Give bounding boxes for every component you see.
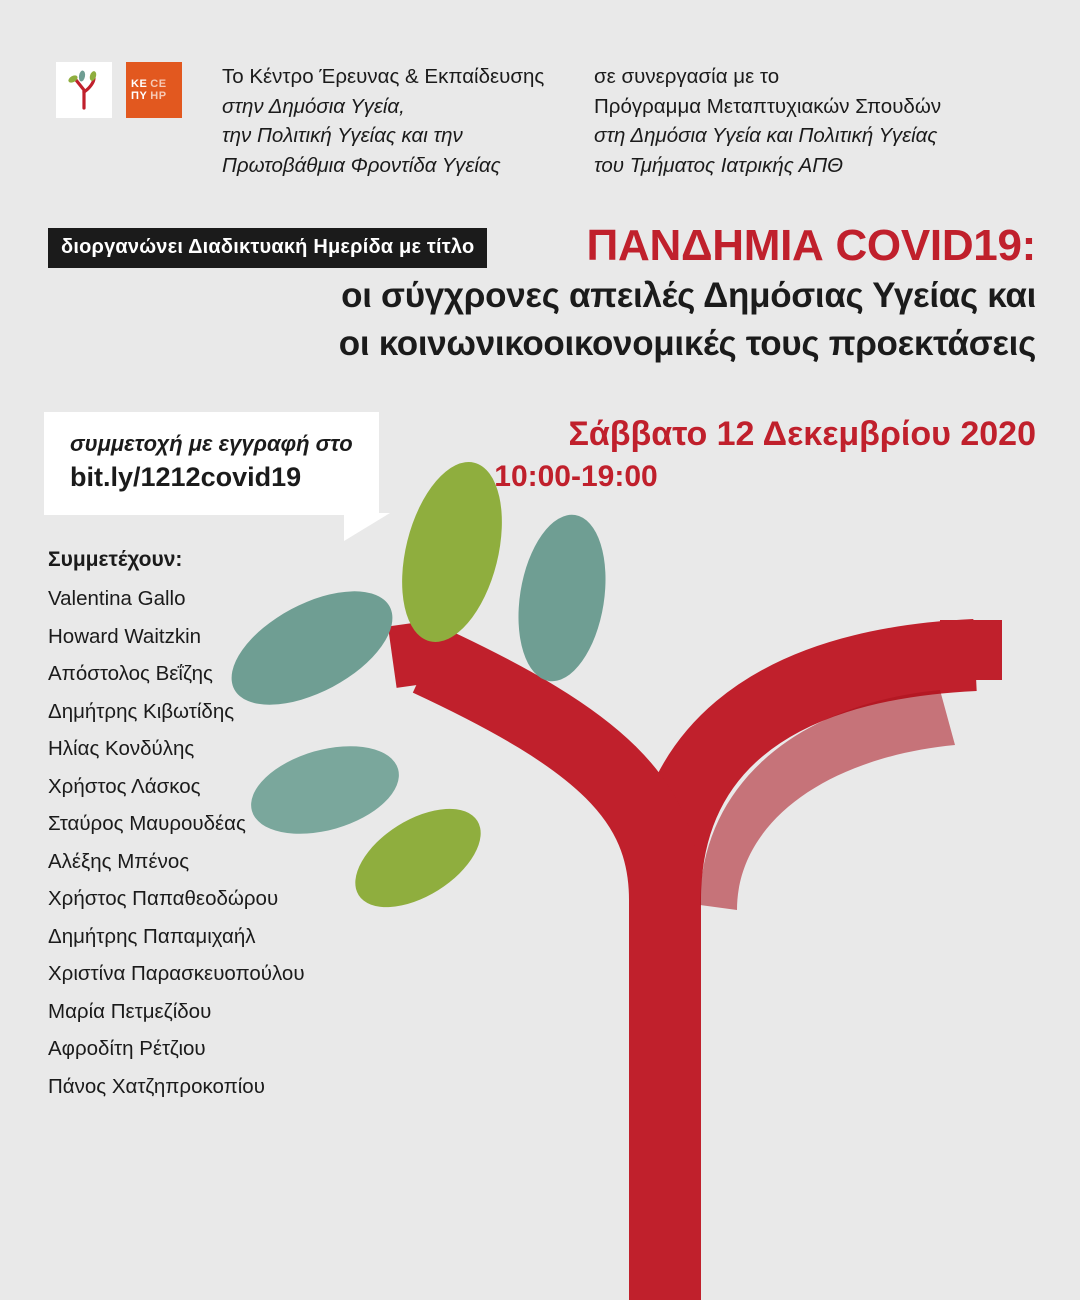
list-item: Ηλίας Κονδύλης: [48, 737, 195, 760]
kecehp-line2-en: HP: [150, 90, 167, 102]
event-time: 10:00-19:00: [494, 460, 658, 493]
partner-line-3: στη Δημόσια Υγεία και Πολιτική Υγείας: [594, 124, 938, 147]
partner-line-4: του Τμήματος Ιατρικής ΑΠΘ: [594, 153, 844, 177]
partner-line-2: Πρόγραμμα Μεταπτυχιακών Σπουδών: [594, 94, 942, 118]
list-item: Δημήτρης Παπαμιχαήλ: [48, 924, 256, 948]
list-item: Valentina Gallo: [48, 587, 186, 610]
organizer-line-1: Το Κέντρο Έρευνας & Εκπαίδευσης: [222, 65, 545, 88]
list-item: Σταύρος Μαυρουδέας: [48, 812, 246, 835]
list-item: Αλέξης Μπένος: [48, 849, 190, 873]
list-item: Πάνος Χατζηπροκοπίου: [48, 1074, 265, 1098]
list-item: Δημήτρης Κιβωτίδης: [48, 699, 235, 723]
logo-bar: [56, 62, 182, 118]
list-item: Απόστολος Βεΐζης: [48, 662, 213, 685]
kecehp-line2-gr: ΠΥ: [131, 90, 148, 102]
kecehp-logo: [126, 62, 182, 118]
participants-block: [48, 548, 305, 1105]
event-title: [36, 220, 1036, 368]
title-line-1: ΠΑΝΔΗΜΙΑ COVID19:: [586, 221, 1036, 270]
organizer-line-4: Πρωτοβάθμια Φροντίδα Υγείας: [222, 153, 501, 177]
kecehp-line1-en: CE: [150, 78, 167, 90]
organizer-line-3: την Πολιτική Υγείας και την: [222, 124, 463, 147]
kecehp-line1-gr: ΚΕ: [131, 78, 148, 90]
tree-logo-icon: [64, 70, 104, 110]
list-item: Χριστίνα Παρασκευοπούλου: [48, 962, 305, 985]
registration-callout: [44, 412, 379, 515]
list-item: Αφροδίτη Ρέτζιου: [48, 1037, 206, 1060]
event-kicker: διοργανώνει Διαδικτυακή Ημερίδα με τίτλο: [48, 228, 487, 268]
title-line-2: οι σύγχρονες απειλές Δημόσιας Υγείας και: [341, 276, 1036, 315]
partner-line-1: σε συνεργασία με το: [594, 65, 780, 88]
title-line-3: οι κοινωνικοοικονομικές τους προεκτάσεις: [338, 324, 1036, 363]
participants-heading: Συμμετέχουν:: [48, 548, 183, 571]
list-item: Χρήστος Λάσκος: [48, 774, 201, 798]
registration-prompt: συμμετοχή με εγγραφή στο: [70, 431, 353, 456]
organizer-text-column: [222, 62, 592, 180]
event-date: Σάββατο 12 Δεκεμβρίου 2020: [568, 415, 1036, 453]
event-datetime: [336, 412, 1036, 498]
tree-logo: [56, 62, 112, 118]
participants-list: [48, 580, 305, 1105]
registration-link[interactable]: bit.ly/1212covid19: [70, 462, 302, 492]
partner-text-column: [594, 62, 1014, 180]
list-item: Howard Waitzkin: [48, 624, 202, 648]
organizer-line-2: στην Δημόσια Υγεία,: [222, 94, 405, 118]
list-item: Μαρία Πετμεζίδου: [48, 999, 212, 1023]
list-item: Χρήστος Παπαθεοδώρου: [48, 887, 279, 910]
